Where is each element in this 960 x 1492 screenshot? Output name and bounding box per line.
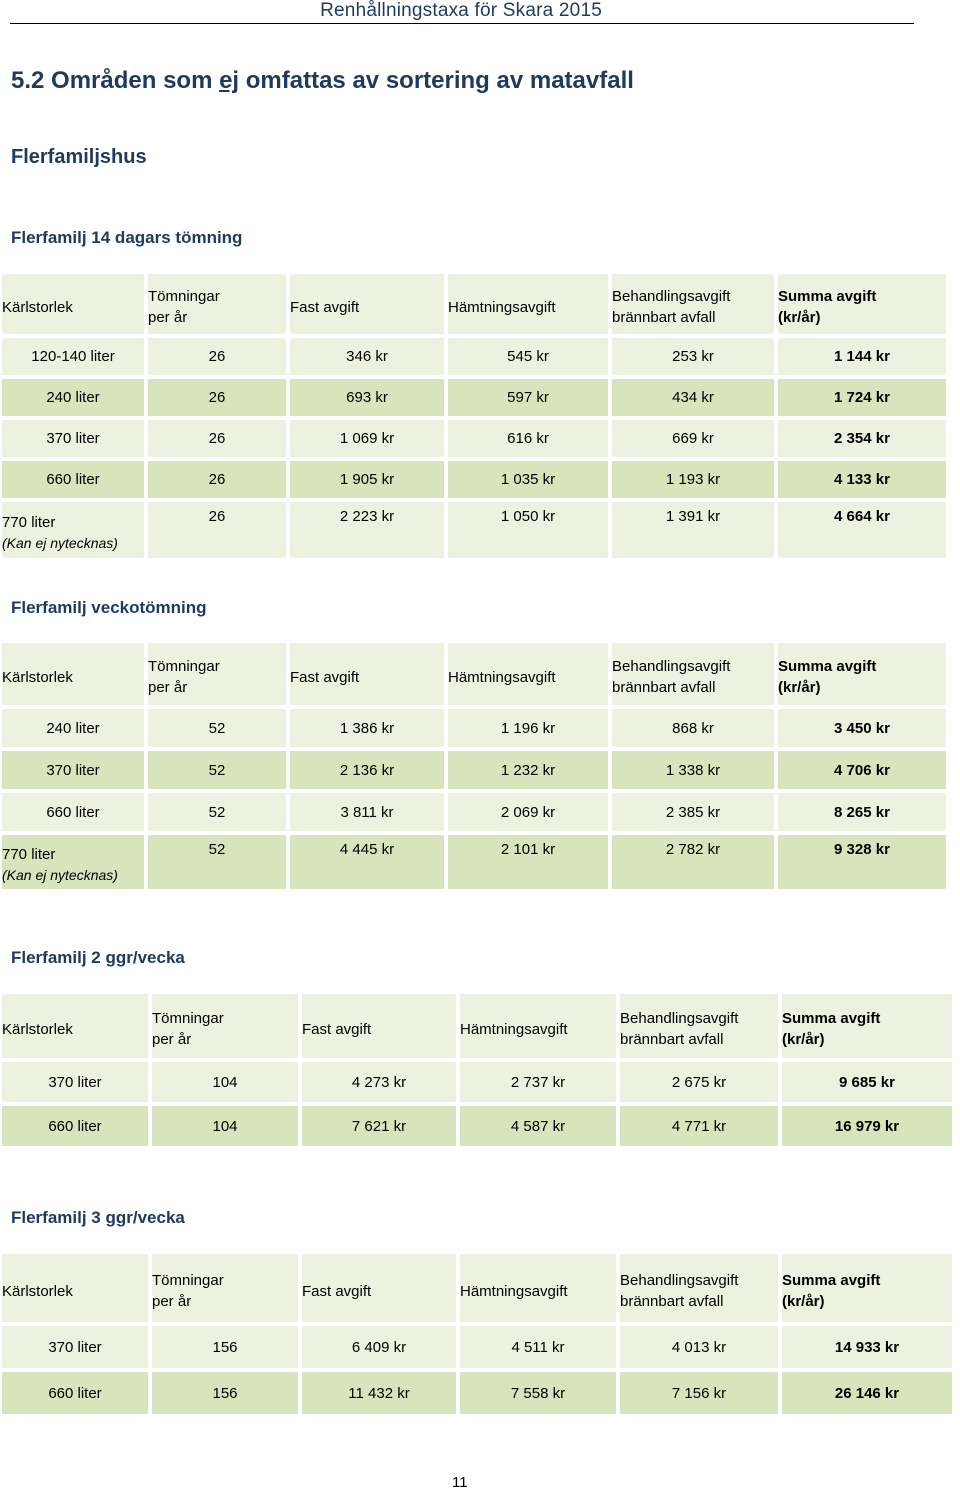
header-size-text: Kärlstorlek xyxy=(2,668,73,686)
total-fee-cell: 26 146 kr xyxy=(782,1372,952,1414)
total-fee-cell: 9 685 kr xyxy=(782,1062,952,1102)
header-fixed-fee xyxy=(302,994,456,1058)
emptyings-cell: 104 xyxy=(152,1062,298,1102)
header-treatment-fee xyxy=(620,994,778,1058)
page-heading-suffix: omfattas av sortering av matavfall xyxy=(239,67,634,94)
emptyings-cell: 52 xyxy=(148,835,286,889)
treatment-fee-cell: 7 156 kr xyxy=(620,1372,778,1414)
header-fixed-fee-text: Fast avgift xyxy=(302,1020,372,1038)
pickup-fee-cell: 616 kr xyxy=(448,420,608,457)
table-title: Flerfamilj 2 ggr/vecka xyxy=(11,948,185,967)
header-emptyings xyxy=(152,1254,298,1322)
fixed-fee-cell: 1 386 kr xyxy=(290,709,444,747)
fee-table xyxy=(2,643,956,889)
fixed-fee-cell: 1 905 kr xyxy=(290,461,444,498)
page-number: 11 xyxy=(452,1474,468,1491)
total-fee-cell: 1 144 kr xyxy=(778,338,946,375)
pickup-fee-cell: 1 196 kr xyxy=(448,709,608,747)
size-cell xyxy=(2,502,144,558)
header-pickup-fee-text: Hämtningsavgift xyxy=(460,1020,568,1038)
header-size xyxy=(2,643,144,705)
size-cell xyxy=(2,835,144,889)
header-emptyings-text: Tömningar xyxy=(152,1010,224,1027)
header-treatment-fee xyxy=(620,1254,778,1322)
fixed-fee-cell: 1 069 kr xyxy=(290,420,444,457)
size-label: 770 liter xyxy=(2,845,56,863)
size-cell xyxy=(2,1372,148,1414)
treatment-fee-cell: 1 391 kr xyxy=(612,502,774,558)
pickup-fee-cell: 1 035 kr xyxy=(448,461,608,498)
header-fixed-fee xyxy=(290,274,444,334)
fixed-fee-cell: 3 811 kr xyxy=(290,793,444,831)
header-treatment-fee-text: Behandlingsavgift xyxy=(612,288,731,305)
header-treatment-fee xyxy=(612,643,774,705)
header-fixed-fee-text: Fast avgift xyxy=(290,298,360,316)
fixed-fee-cell: 11 432 kr xyxy=(302,1372,456,1414)
total-fee-cell: 1 724 kr xyxy=(778,379,946,416)
total-fee-cell: 4 133 kr xyxy=(778,461,946,498)
header-fixed-fee-text: Fast avgift xyxy=(302,1282,372,1300)
size-cell xyxy=(2,1106,148,1146)
fee-table xyxy=(2,994,956,1146)
table-title: Flerfamilj 3 ggr/vecka xyxy=(11,1208,185,1227)
header-treatment-fee-text: Behandlingsavgift xyxy=(620,1010,739,1027)
header-emptyings-text: per år xyxy=(152,1293,192,1310)
header-total-fee-text: (kr/år) xyxy=(782,1293,825,1310)
fixed-fee-cell: 6 409 kr xyxy=(302,1326,456,1368)
header-treatment-fee-text: brännbart avfall xyxy=(620,1293,724,1310)
header-treatment-fee xyxy=(612,274,774,334)
header-total-fee-text: Summa avgift xyxy=(782,1010,881,1027)
size-cell xyxy=(2,1326,148,1368)
header-size xyxy=(2,274,144,334)
total-fee-cell: 3 450 kr xyxy=(778,709,946,747)
header-total-fee xyxy=(778,643,946,705)
emptyings-cell: 52 xyxy=(148,793,286,831)
header-treatment-fee-text: brännbart avfall xyxy=(620,1031,724,1048)
size-label: 660 liter xyxy=(48,1384,102,1402)
treatment-fee-cell: 1 338 kr xyxy=(612,751,774,789)
header-pickup-fee-text: Hämtningsavgift xyxy=(460,1282,568,1300)
header-emptyings-text: Tömningar xyxy=(152,1272,224,1289)
total-fee-cell: 2 354 kr xyxy=(778,420,946,457)
header-fixed-fee xyxy=(290,643,444,705)
pickup-fee-cell: 1 232 kr xyxy=(448,751,608,789)
header-pickup-fee xyxy=(448,274,608,334)
total-fee-cell: 8 265 kr xyxy=(778,793,946,831)
treatment-fee-cell: 4 771 kr xyxy=(620,1106,778,1146)
pickup-fee-cell: 2 069 kr xyxy=(448,793,608,831)
size-label: 660 liter xyxy=(46,471,100,488)
total-fee-cell: 4 664 kr xyxy=(778,502,946,558)
header-emptyings xyxy=(148,274,286,334)
emptyings-cell: 26 xyxy=(148,420,286,457)
header-size xyxy=(2,1254,148,1322)
size-label: 660 liter xyxy=(46,803,100,821)
fixed-fee-cell: 346 kr xyxy=(290,338,444,375)
fixed-fee-cell: 4 445 kr xyxy=(290,835,444,889)
fixed-fee-cell: 4 273 kr xyxy=(302,1062,456,1102)
header-total-fee xyxy=(782,994,952,1058)
treatment-fee-cell: 4 013 kr xyxy=(620,1326,778,1368)
size-label: 660 liter xyxy=(48,1117,102,1135)
emptyings-cell: 26 xyxy=(148,379,286,416)
size-note: (Kan ej nytecknas) xyxy=(2,534,118,551)
fixed-fee-cell: 2 223 kr xyxy=(290,502,444,558)
header-pickup-fee-text: Hämtningsavgift xyxy=(448,298,556,316)
header-total-fee xyxy=(778,274,946,334)
header-emptyings-text: per år xyxy=(152,1031,192,1048)
emptyings-cell: 52 xyxy=(148,751,286,789)
header-total-fee-text: Summa avgift xyxy=(782,1272,881,1289)
size-cell xyxy=(2,751,144,789)
size-cell xyxy=(2,1062,148,1102)
table-title: Flerfamilj veckotömning xyxy=(11,598,207,617)
header-rule xyxy=(10,23,914,24)
treatment-fee-cell: 2 782 kr xyxy=(612,835,774,889)
treatment-fee-cell: 253 kr xyxy=(612,338,774,375)
size-label: 370 liter xyxy=(46,761,100,779)
header-emptyings-text: Tömningar xyxy=(148,288,220,305)
fixed-fee-cell: 2 136 kr xyxy=(290,751,444,789)
pickup-fee-cell: 4 587 kr xyxy=(460,1106,616,1146)
size-label: 370 liter xyxy=(48,1073,102,1091)
emptyings-cell: 156 xyxy=(152,1372,298,1414)
pickup-fee-cell: 597 kr xyxy=(448,379,608,416)
header-size-text: Kärlstorlek xyxy=(2,1282,73,1300)
header-treatment-fee-text: brännbart avfall xyxy=(612,309,716,326)
size-note: (Kan ej nytecknas) xyxy=(2,866,118,883)
header-emptyings-text: per år xyxy=(148,309,188,326)
section-heading: Flerfamiljshus xyxy=(11,146,147,168)
header-pickup-fee-text: Hämtningsavgift xyxy=(448,668,556,686)
treatment-fee-cell: 868 kr xyxy=(612,709,774,747)
size-label: 370 liter xyxy=(46,430,100,447)
header-fixed-fee-text: Fast avgift xyxy=(290,668,360,686)
total-fee-cell: 9 328 kr xyxy=(778,835,946,889)
pickup-fee-cell: 545 kr xyxy=(448,338,608,375)
size-cell xyxy=(2,420,144,457)
header-total-fee-text: Summa avgift xyxy=(778,658,877,675)
size-label: 240 liter xyxy=(46,389,100,406)
pickup-fee-cell: 4 511 kr xyxy=(460,1326,616,1368)
emptyings-cell: 104 xyxy=(152,1106,298,1146)
fixed-fee-cell: 693 kr xyxy=(290,379,444,416)
size-cell xyxy=(2,461,144,498)
size-cell xyxy=(2,338,144,375)
header-total-fee xyxy=(782,1254,952,1322)
header-pickup-fee xyxy=(448,643,608,705)
header-size-text: Kärlstorlek xyxy=(2,1020,73,1038)
pickup-fee-cell: 2 101 kr xyxy=(448,835,608,889)
header-emptyings xyxy=(152,994,298,1058)
header-total-fee-text: (kr/år) xyxy=(782,1031,825,1048)
header-fixed-fee xyxy=(302,1254,456,1322)
emptyings-cell: 26 xyxy=(148,502,286,558)
header-emptyings-text: Tömningar xyxy=(148,658,220,675)
emptyings-cell: 156 xyxy=(152,1326,298,1368)
header-total-fee-text: (kr/år) xyxy=(778,309,821,326)
treatment-fee-cell: 1 193 kr xyxy=(612,461,774,498)
treatment-fee-cell: 2 385 kr xyxy=(612,793,774,831)
emptyings-cell: 26 xyxy=(148,338,286,375)
table-title: Flerfamilj 14 dagars tömning xyxy=(11,228,243,247)
treatment-fee-cell: 434 kr xyxy=(612,379,774,416)
header-size xyxy=(2,994,148,1058)
size-cell xyxy=(2,379,144,416)
fixed-fee-cell: 7 621 kr xyxy=(302,1106,456,1146)
size-label: 370 liter xyxy=(48,1338,102,1356)
emptyings-cell: 52 xyxy=(148,709,286,747)
size-label: 770 liter xyxy=(2,513,56,531)
page-heading xyxy=(11,67,634,95)
total-fee-cell: 14 933 kr xyxy=(782,1326,952,1368)
header-size-text: Kärlstorlek xyxy=(2,298,73,316)
pickup-fee-cell: 7 558 kr xyxy=(460,1372,616,1414)
header-pickup-fee xyxy=(460,1254,616,1322)
header-total-fee-text: (kr/år) xyxy=(778,679,821,696)
size-label: 120-140 liter xyxy=(31,348,115,365)
pickup-fee-cell: 2 737 kr xyxy=(460,1062,616,1102)
pickup-fee-cell: 1 050 kr xyxy=(448,502,608,558)
treatment-fee-cell: 669 kr xyxy=(612,420,774,457)
header-total-fee-text: Summa avgift xyxy=(778,288,877,305)
size-label: 240 liter xyxy=(46,719,100,737)
fee-table xyxy=(2,274,956,558)
emptyings-cell: 26 xyxy=(148,461,286,498)
size-cell xyxy=(2,709,144,747)
size-cell xyxy=(2,793,144,831)
header-emptyings xyxy=(148,643,286,705)
header-treatment-fee-text: brännbart avfall xyxy=(612,679,716,696)
header-emptyings-text: per år xyxy=(148,679,188,696)
total-fee-cell: 16 979 kr xyxy=(782,1106,952,1146)
page-heading-underlined: ej xyxy=(219,67,240,94)
header-treatment-fee-text: Behandlingsavgift xyxy=(612,658,731,675)
fee-table xyxy=(2,1254,956,1414)
page-header-title: Renhållningstaxa för Skara 2015 xyxy=(320,0,602,21)
total-fee-cell: 4 706 kr xyxy=(778,751,946,789)
header-treatment-fee-text: Behandlingsavgift xyxy=(620,1272,739,1289)
page-heading-prefix: 5.2 Områden som xyxy=(11,67,220,94)
treatment-fee-cell: 2 675 kr xyxy=(620,1062,778,1102)
header-pickup-fee xyxy=(460,994,616,1058)
